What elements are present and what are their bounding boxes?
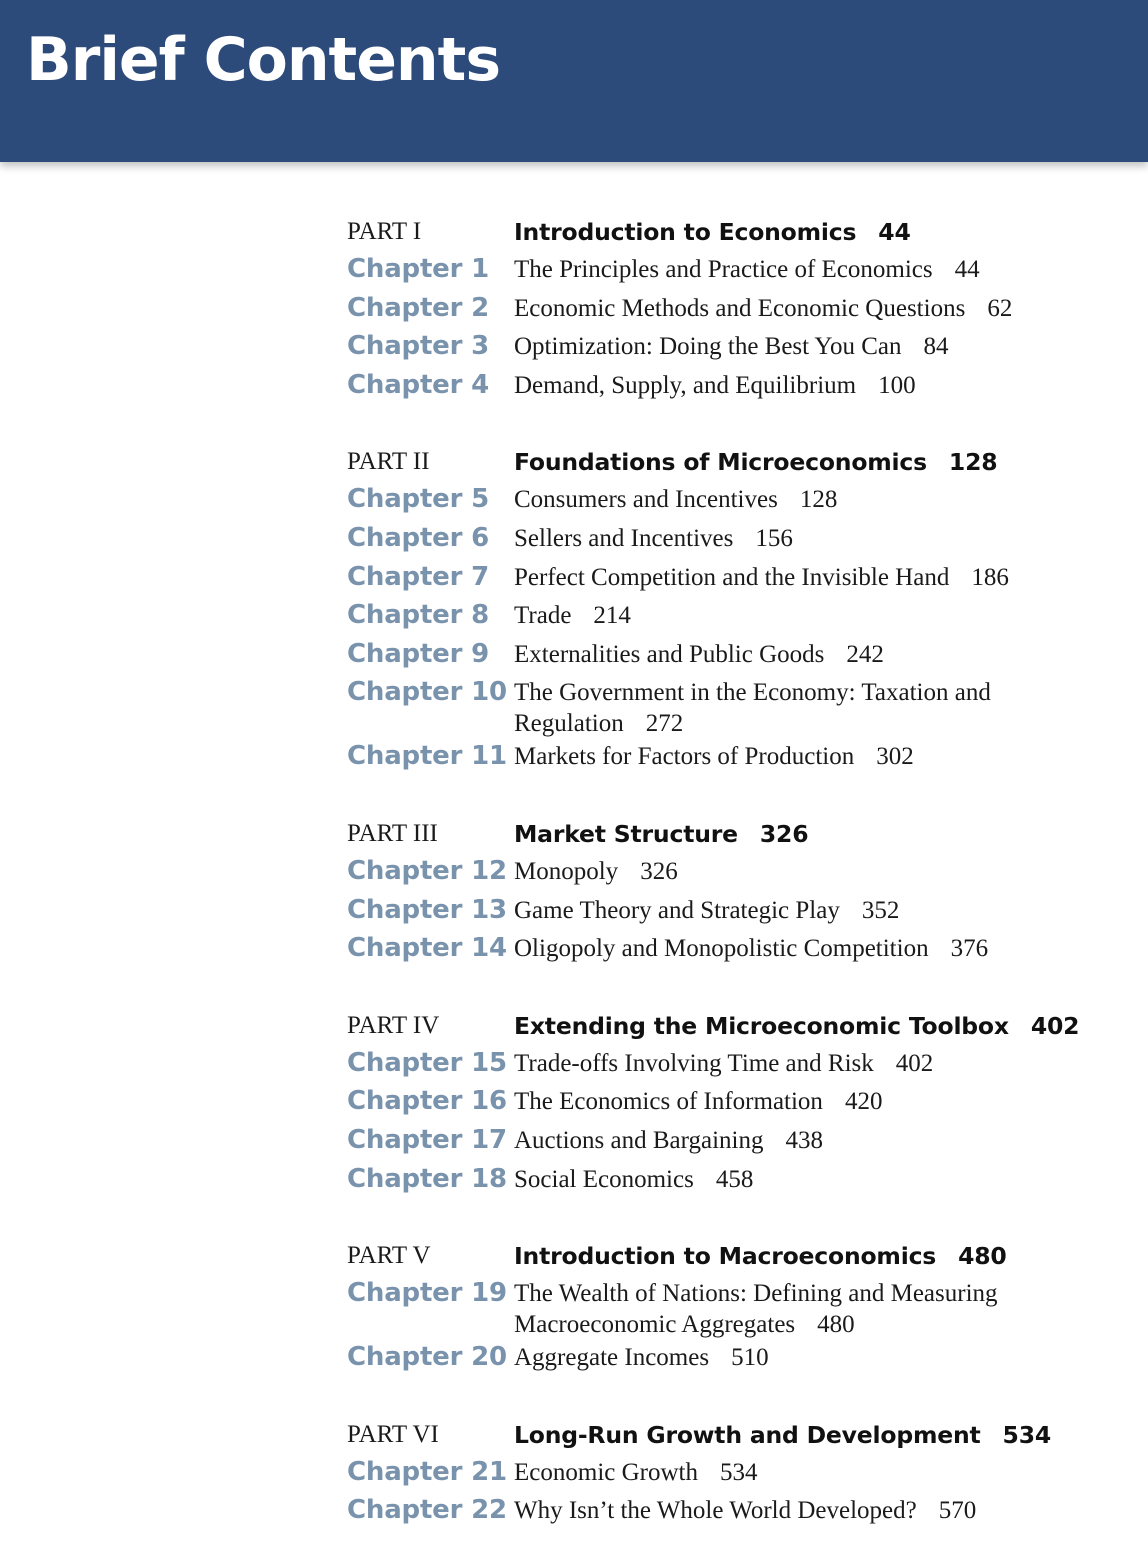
- chapter-row[interactable]: [347, 1493, 1127, 1532]
- chapter-title: Economic Methods and Economic Questions: [514, 294, 966, 322]
- chapter-title: Consumers and Incentives: [514, 486, 778, 514]
- chapter-label: Chapter 8: [347, 600, 489, 631]
- chapter-label: Chapter 13: [347, 894, 507, 925]
- chapter-title: Auctions and Bargaining: [514, 1126, 764, 1154]
- chapter-title-group: [514, 329, 949, 362]
- page-title: Brief Contents: [26, 25, 501, 95]
- part-title-group: [514, 218, 911, 246]
- toc-part: [347, 1415, 1127, 1532]
- chapter-label: Chapter 19: [347, 1278, 507, 1309]
- part-title: Foundations of Microeconomics: [514, 448, 927, 477]
- chapter-row[interactable]: [347, 931, 1127, 970]
- part-label: PART IV: [347, 1011, 440, 1039]
- part-heading-row[interactable]: [347, 1415, 1127, 1455]
- part-heading-row[interactable]: [347, 1006, 1127, 1046]
- chapter-title: Optimization: Doing the Best You Can: [514, 333, 902, 361]
- chapter-title-group: [514, 675, 1034, 739]
- chapter-label: Chapter 5: [347, 484, 489, 515]
- chapter-row[interactable]: [347, 854, 1127, 893]
- part-page-number: 480: [958, 1242, 1007, 1271]
- chapter-title: Demand, Supply, and Equilibrium: [514, 371, 857, 399]
- chapter-label: Chapter 14: [347, 933, 507, 964]
- chapter-title: Trade: [514, 602, 572, 630]
- chapter-row[interactable]: [347, 329, 1127, 368]
- chapter-title: Monopoly: [514, 857, 619, 885]
- chapter-title: Why Isn’t the Whole World Developed?: [514, 1497, 917, 1525]
- chapter-title-group: [514, 1455, 757, 1488]
- part-page-number: 44: [878, 218, 911, 246]
- chapter-label: Chapter 16: [347, 1086, 507, 1117]
- chapter-page-number: 458: [715, 1165, 754, 1193]
- part-label: PART III: [347, 819, 438, 847]
- chapter-title-group: [514, 1046, 933, 1079]
- part-label: PART VI: [347, 1420, 439, 1448]
- chapter-label: Chapter 12: [347, 855, 507, 886]
- chapter-page-number: 100: [878, 371, 916, 399]
- chapter-label: Chapter 2: [347, 292, 489, 323]
- chapter-page-number: 302: [876, 743, 914, 771]
- toc-part: [347, 1006, 1127, 1200]
- chapter-title-group: [514, 637, 884, 670]
- header-band: [0, 0, 1148, 162]
- chapter-row[interactable]: [347, 637, 1127, 676]
- chapter-row[interactable]: [347, 1340, 1127, 1379]
- part-title-group: [514, 1012, 1079, 1040]
- chapter-label: Chapter 3: [347, 331, 489, 362]
- chapter-title: Sellers and Incentives: [514, 524, 734, 552]
- part-title: Introduction to Macroeconomics: [514, 1242, 937, 1271]
- chapter-page-number: 570: [938, 1497, 977, 1525]
- chapter-title: The Principles and Practice of Economics: [514, 256, 933, 283]
- chapter-title-group: [514, 931, 988, 964]
- part-title-group: [514, 448, 997, 476]
- chapter-label: Chapter 11: [347, 741, 507, 772]
- chapter-title-group: [514, 598, 631, 631]
- part-title: Introduction to Economics: [514, 218, 857, 246]
- chapter-label: Chapter 15: [347, 1047, 507, 1078]
- chapter-row[interactable]: [347, 675, 1127, 739]
- chapter-title-group: [514, 1084, 882, 1117]
- chapter-title-group: [514, 1276, 1034, 1340]
- chapter-row[interactable]: [347, 521, 1127, 560]
- chapter-page-number: 534: [719, 1458, 758, 1486]
- chapter-page-number: 480: [817, 1311, 855, 1339]
- chapter-title-group: [514, 521, 793, 554]
- chapter-row[interactable]: [347, 893, 1127, 932]
- chapter-label: Chapter 20: [347, 1342, 507, 1373]
- chapter-title-group: [514, 252, 980, 285]
- chapter-title: Externalities and Public Goods: [514, 640, 825, 668]
- chapter-page-number: 438: [785, 1126, 823, 1154]
- chapter-title-group: [514, 854, 678, 887]
- chapter-label: Chapter 6: [347, 522, 489, 553]
- chapter-title: Trade-offs Involving Time and Risk: [514, 1049, 874, 1077]
- toc-part: [347, 212, 1127, 406]
- chapter-page-number: 128: [799, 486, 838, 514]
- part-title-group: [514, 1421, 1051, 1449]
- toc-part: [347, 814, 1127, 970]
- chapter-page-number: 376: [950, 935, 989, 963]
- chapter-page-number: 156: [755, 524, 793, 552]
- chapter-title: Aggregate Incomes: [514, 1344, 710, 1372]
- chapter-title-group: [514, 1340, 769, 1373]
- part-heading-row[interactable]: [347, 814, 1127, 854]
- chapter-page-number: 402: [895, 1049, 934, 1077]
- part-label: PART I: [347, 218, 422, 245]
- chapter-title: The Wealth of Nations: Defining and Measuring Macroeconomic Aggregates: [514, 1280, 998, 1339]
- chapter-title: Markets for Factors of Production: [514, 743, 855, 771]
- part-title-group: [514, 1242, 1007, 1270]
- chapter-page-number: 326: [640, 857, 678, 885]
- part-page-number: 402: [1030, 1011, 1080, 1040]
- chapter-row[interactable]: [347, 1123, 1127, 1162]
- part-heading-row[interactable]: [347, 442, 1127, 482]
- chapter-row[interactable]: [347, 368, 1127, 407]
- chapter-label: Chapter 10: [347, 677, 507, 708]
- chapter-title: Game Theory and Strategic Play: [514, 896, 840, 924]
- part-heading-row[interactable]: [347, 1236, 1127, 1276]
- chapter-row[interactable]: [347, 1276, 1127, 1340]
- part-heading-row[interactable]: [347, 212, 1127, 252]
- part-title-group: [514, 820, 808, 848]
- chapter-label: Chapter 22: [347, 1495, 507, 1526]
- chapter-page-number: 272: [645, 710, 684, 738]
- chapter-label: Chapter 4: [347, 369, 489, 400]
- chapter-label: Chapter 21: [347, 1456, 507, 1487]
- part-label: PART V: [347, 1242, 431, 1270]
- chapter-title-group: [514, 1493, 976, 1526]
- table-of-contents: [347, 212, 1127, 1568]
- chapter-label: Chapter 18: [347, 1163, 507, 1194]
- chapter-page-number: 62: [987, 294, 1013, 322]
- toc-part: [347, 442, 1127, 778]
- chapter-page-number: 84: [923, 333, 949, 361]
- chapter-label: Chapter 7: [347, 561, 489, 592]
- chapter-title: The Economics of Information: [514, 1088, 823, 1116]
- chapter-row[interactable]: [347, 1162, 1127, 1201]
- chapter-title: Perfect Competition and the Invisible Hand: [514, 563, 950, 591]
- chapter-title: Social Economics: [514, 1165, 694, 1193]
- chapter-title-group: [514, 1162, 753, 1195]
- part-page-number: 128: [948, 448, 998, 477]
- chapter-row[interactable]: [347, 739, 1127, 778]
- part-title: Market Structure: [514, 819, 738, 848]
- chapter-page-number: 214: [593, 602, 631, 630]
- toc-part: [347, 1236, 1127, 1379]
- chapter-title-group: [514, 560, 1009, 593]
- chapter-title-group: [514, 893, 899, 926]
- chapter-row[interactable]: [347, 291, 1127, 330]
- chapter-label: Chapter 17: [347, 1124, 507, 1155]
- chapter-title: Economic Growth: [514, 1458, 698, 1486]
- chapter-row[interactable]: [347, 482, 1127, 521]
- chapter-title-group: [514, 482, 837, 515]
- chapter-title-group: [514, 739, 914, 772]
- part-page-number: 326: [759, 819, 809, 848]
- chapter-row[interactable]: [347, 252, 1127, 291]
- chapter-label: Chapter 1: [347, 254, 489, 284]
- chapter-row[interactable]: [347, 1455, 1127, 1494]
- chapter-page-number: 44: [954, 256, 980, 283]
- chapter-title-group: [514, 1123, 823, 1156]
- chapter-row[interactable]: [347, 560, 1127, 599]
- part-title: Extending the Microeconomic Toolbox: [514, 1011, 1009, 1040]
- part-label: PART II: [347, 448, 430, 476]
- part-page-number: 534: [1002, 1420, 1052, 1449]
- chapter-label: Chapter 9: [347, 638, 489, 669]
- chapter-page-number: 510: [731, 1344, 769, 1372]
- chapter-page-number: 352: [861, 896, 900, 924]
- chapter-page-number: 420: [844, 1088, 883, 1116]
- chapter-title-group: [514, 368, 916, 401]
- chapter-row[interactable]: [347, 598, 1127, 637]
- chapter-row[interactable]: [347, 1046, 1127, 1085]
- chapter-title-group: [514, 291, 1012, 324]
- chapter-title: Oligopoly and Monopolistic Competition: [514, 935, 929, 963]
- part-title: Long-Run Growth and Development: [514, 1420, 981, 1449]
- chapter-page-number: 242: [846, 640, 884, 668]
- chapter-row[interactable]: [347, 1084, 1127, 1123]
- chapter-page-number: 186: [971, 563, 1009, 591]
- chapter-title: The Government in the Economy: Taxation and Regulation: [514, 679, 991, 738]
